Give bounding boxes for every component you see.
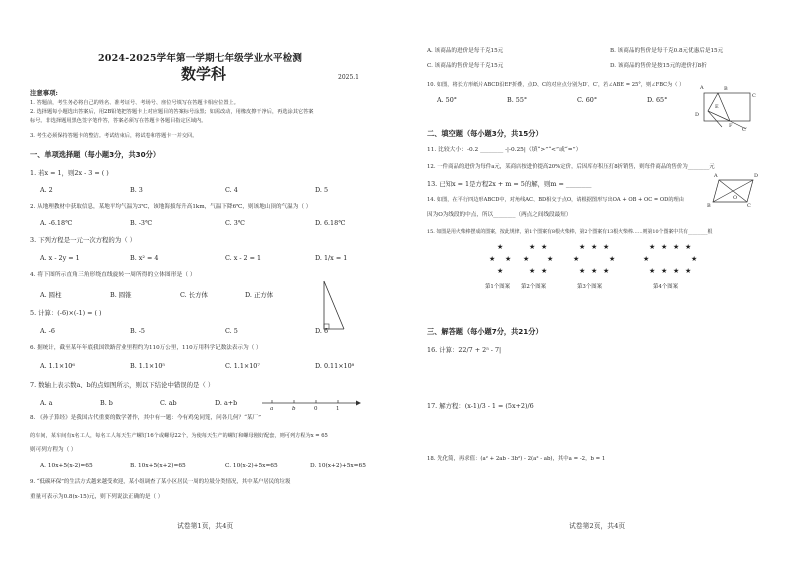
q3-option-c: C. x - 2 = 1: [225, 254, 262, 262]
pattern-label-3: 第3个图案: [577, 284, 602, 290]
q8-option-c: C. 10(x-2)+5x=65: [225, 463, 278, 469]
section-1-heading: 一、单项选择题（每小题3分，共30分）: [30, 150, 161, 159]
axis-label-a: a: [270, 406, 274, 412]
star-icon: ★: [649, 267, 656, 275]
right-triangle-figure: [322, 279, 346, 331]
fig10-label-d: D: [695, 112, 700, 118]
star-icon: ★: [591, 267, 598, 275]
q6-option-b: B. 1.1×10⁵: [130, 362, 165, 370]
question-8: 8. 《孙子算经》是我国古代重要的数学著作，其中有一题：今有鸡兔同笼，问各几何？“某厂”: [30, 415, 261, 421]
q5-option-c: C. 5: [225, 327, 238, 335]
star-icon: ★: [523, 255, 530, 263]
question-13: 13. 已知x = 1是方程2x + m = 5的解，则m = ________: [427, 180, 592, 188]
fig10-label-a: A: [700, 85, 704, 91]
q9-option-c: C. 该商品的售价是每千克15元: [427, 63, 504, 69]
star-icon: ★: [489, 255, 496, 263]
q3-option-a: A. x - 2y = 1: [40, 254, 80, 262]
q3-option-d: D. 1/x = 1: [315, 254, 348, 262]
page-footer-left: 试卷第1页，共4页: [177, 522, 234, 530]
star-icon: ★: [497, 243, 504, 251]
q7-option-b: B. b: [100, 399, 113, 407]
star-icon: ★: [643, 255, 650, 263]
q8-option-d: D. 10(x+2)+5x=65: [310, 463, 366, 469]
question-7: 7. 数轴上表示数a、b的点如图所示，则以下结论中错误的是（ ）: [30, 381, 215, 389]
star-icon: ★: [673, 267, 680, 275]
note-3: 3. 考生必须保持答题卡的整洁。考试结束后，将试卷和答题卡一并交回。: [30, 133, 198, 139]
fig10-label-b: B: [724, 86, 728, 92]
section-2-heading: 二、填空题（每小题3分，共15分）: [427, 129, 543, 138]
q2-option-c: C. 3℃: [225, 219, 245, 227]
q1-option-b: B. 3: [130, 186, 143, 194]
page-footer-right: 试卷第2页，共4页: [569, 522, 626, 530]
q4-option-d: D. 正方体: [245, 291, 274, 299]
fig14-label-b: B: [707, 203, 711, 209]
fig14-label-c: C: [747, 203, 751, 209]
axis-label-b: b: [292, 406, 296, 412]
q6-option-c: C. 1.1×10⁷: [225, 362, 260, 370]
q5-option-d: D. 6: [315, 327, 329, 335]
star-icon: ★: [649, 243, 656, 251]
question-5: 5. 计算：(-6)×(-1) = ( ): [30, 309, 102, 317]
star-icon: ★: [547, 255, 554, 263]
question-12: 12. 一件商品的进价为每件a元，某商店按进价提高20%定价，后因库存积压打8折销售，则每件商品的售价为________元: [427, 164, 715, 170]
q7-option-c: C. ab: [160, 399, 177, 407]
question-9: 9. “低碳环保”的生活方式越来越受欢迎，某小组调查了某小区居民一周的垃圾分类情况，其中某户居民的垃圾: [30, 479, 291, 485]
question-17: 17. 解方程：(x-1)/3 - 1 = (5x+2)/6: [427, 402, 534, 410]
q2-option-d: D. 6.18℃: [315, 219, 346, 227]
question-14: 14. 如图，在平行四边形ABCD中，对角线AC、BD相交于点O，请根据图形写出OA + OB + OC = OD的理由: [427, 197, 684, 203]
question-8-line3: 则可列方程为（ ）: [30, 447, 77, 453]
star-icon: ★: [505, 255, 512, 263]
q4-option-c: C. 长方体: [180, 291, 208, 299]
star-icon: ★: [497, 267, 504, 275]
star-icon: ★: [541, 267, 548, 275]
axis-label-1: 1: [336, 406, 340, 412]
star-icon: ★: [609, 255, 616, 263]
star-icon: ★: [661, 243, 668, 251]
star-icon: ★: [603, 243, 610, 251]
note-2b: 标号。非选择题用黑色签字笔作答，答案必须写在答题卡各题目指定区域内。: [30, 118, 207, 124]
q8-option-b: B. 10x+5(x+2)=65: [130, 463, 186, 469]
fig10-label-c-prime: C′: [742, 127, 747, 133]
notes-heading: 注意事项:: [30, 89, 58, 97]
subject-title: 数学科: [181, 65, 227, 83]
question-14-line2: 因为O为线段的中点，所以________（两点之间线段最短）: [427, 212, 572, 218]
q10-option-a: A. 50°: [437, 96, 458, 104]
q10-option-c: C. 60°: [577, 96, 598, 104]
question-15: 15. 如图是用火柴棒摆成的图案，按此规律，第1个图案有8根火柴棒，第2个图案有13根火柴棒……则第10个图案中共有________根: [427, 229, 713, 235]
star-icon: ★: [685, 243, 692, 251]
pattern-label-4: 第4个图案: [653, 284, 678, 290]
q9-option-b: B. 该商品的售价是每千克0.8元优惠后是15元: [610, 48, 724, 54]
question-3: 3. 下列方程是一元一次方程的为（ ）: [30, 236, 137, 244]
question-8-line2: 的车间，某车间有x名工人，每名工人每天生产螺钉16个或螺母22个，为使每天生产的螺钉和螺母刚好配套，则可列方程为x = 65: [30, 433, 328, 439]
fig10-label-f: F: [729, 123, 733, 129]
q1-option-d: D. 5: [315, 186, 329, 194]
question-16: 16. 计算：22/7 + 2⁵ - 7|: [427, 346, 502, 354]
star-icon: ★: [541, 243, 548, 251]
number-line-figure: [262, 395, 362, 415]
question-6: 6. 据统计，截至某年年底我国铁路营业里程约为110万公里，110万用科学记数法表示为（ ）: [30, 345, 262, 351]
star-icon: ★: [661, 267, 668, 275]
note-1: 1. 答题前，考生务必将自己的姓名、准考证号、考场号、座位号填写在答题卡相应位置上。: [30, 100, 239, 106]
q5-option-b: B. -5: [130, 327, 145, 335]
question-1: 1. 若x = 1，则2x - 3 = ( ): [30, 169, 109, 177]
star-icon: ★: [603, 267, 610, 275]
question-2: 2. 从地理教材中获取信息，某地平均气温为3℃，该地海拔每升高1km，气温下降6℃，则该地山顶的气温为（ ）: [30, 204, 312, 210]
fig10-label-c: C: [752, 93, 756, 99]
fig14-label-o: O: [733, 195, 738, 201]
exam-date: 2025.1: [338, 74, 359, 81]
q1-option-c: C. 4: [225, 186, 238, 194]
q9-option-d: D. 该商品的售价是按15元的进价打8折: [610, 63, 707, 69]
fig10-label-e: E: [715, 104, 719, 110]
folded-rectangle-figure: [700, 89, 755, 131]
q7-option-a: A. a: [40, 399, 53, 407]
q4-option-a: A. 圆柱: [40, 291, 62, 299]
right-page: [397, 0, 794, 561]
section-3-heading: 三、解答题（每小题7分，共21分）: [427, 327, 543, 336]
q5-option-a: A. -6: [40, 327, 55, 335]
star-icon: ★: [579, 267, 586, 275]
q3-option-b: B. x² = 4: [130, 254, 159, 262]
star-icon: ★: [579, 243, 586, 251]
q7-option-d: D. a+b: [215, 399, 238, 407]
pattern-label-1: 第1个图案: [485, 284, 510, 290]
q10-option-d: D. 65°: [647, 96, 668, 104]
axis-label-0: 0: [314, 406, 318, 412]
exam-title: 2024-2025学年第一学期七年级学业水平检测: [98, 53, 303, 64]
q6-option-a: A. 1.1×10⁶: [40, 362, 75, 370]
q2-option-b: B. -3℃: [130, 219, 153, 227]
star-icon: ★: [591, 243, 598, 251]
q6-option-d: D. 0.11×10⁸: [315, 362, 355, 370]
fig14-label-a: A: [714, 173, 718, 179]
q1-option-a: A. 2: [40, 186, 53, 194]
q10-option-b: B. 55°: [507, 96, 528, 104]
question-10: 10. 如图，将长方形纸片ABCD沿EF折叠，点D、C的对应点分别为D′、C′，若∠ABE = 25°，则∠FBC为（ ）: [427, 82, 685, 88]
fig14-label-d: D: [754, 173, 759, 179]
note-2: 2. 选择题每小题选出答案后，用2B铅笔把答题卡上对应题目的答案标号涂黑；如需改动，用橡皮擦干净后，再选涂其它答案: [30, 109, 314, 115]
star-icon: ★: [529, 243, 536, 251]
question-11: 11. 比较大小：-0.2 ________ -|-0.25|（填“>”“<”或“=”）: [427, 147, 582, 153]
question-18: 18. 先化简，再求值：(a² + 2ab - 3b²) - 2(a² - ab)，其中a = -2，b = 1: [427, 456, 606, 462]
star-icon: ★: [529, 267, 536, 275]
question-4: 4. 将下图所示直角三角形绕直线旋转一周所得的立体图形是（ ）: [30, 272, 196, 278]
star-icon: ★: [691, 255, 698, 263]
question-9-line2: 重量可表示为0.8(x-15)元，则下列说法正确的是（ ）: [30, 494, 164, 500]
q9-option-a: A. 该商品的进价是每千克15元: [427, 48, 504, 54]
q2-option-a: A. -6.18℃: [40, 219, 73, 227]
pattern-label-2: 第2个图案: [521, 284, 546, 290]
star-icon: ★: [673, 243, 680, 251]
q4-option-b: B. 圆锥: [110, 291, 132, 299]
q8-option-a: A. 10x+5(x-2)=65: [40, 463, 93, 469]
star-icon: ★: [685, 267, 692, 275]
star-icon: ★: [573, 255, 580, 263]
